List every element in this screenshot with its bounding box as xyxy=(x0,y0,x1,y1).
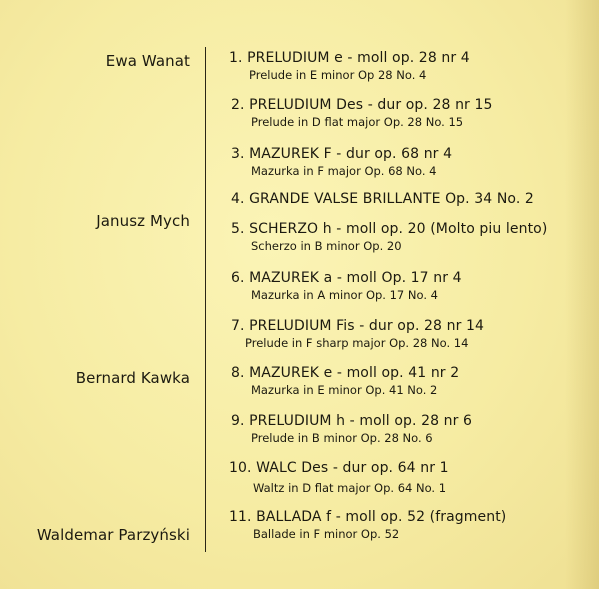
track-title: 1. PRELUDIUM e - moll op. 28 nr 4 xyxy=(229,50,470,66)
track-item xyxy=(231,365,459,397)
track-subtitle: Waltz in D flat major Op. 64 No. 1 xyxy=(253,481,447,495)
track-item xyxy=(231,97,492,129)
track-subtitle: Mazurka in A minor Op. 17 No. 4 xyxy=(251,288,438,302)
track-subtitle: Prelude in D flat major Op. 28 No. 15 xyxy=(251,115,464,129)
track-item xyxy=(229,509,506,541)
track-item xyxy=(231,191,534,207)
performer-name: Waldemar Parzyński xyxy=(36,526,190,544)
track-title: 11. BALLADA f - moll op. 52 (fragment) xyxy=(229,509,507,525)
performer-name: Bernard Kawka xyxy=(75,369,190,387)
column-divider xyxy=(205,47,206,552)
track-item xyxy=(231,221,547,253)
performer-name: Ewa Wanat xyxy=(105,52,190,70)
track-subtitle: Prelude in E minor Op 28 No. 4 xyxy=(249,68,427,82)
track-subtitle: Mazurka in F major Op. 68 No. 4 xyxy=(251,164,437,178)
track-subtitle: Prelude in B minor Op. 28 No. 6 xyxy=(251,431,433,445)
track-title: 6. MAZUREK a - moll Op. 17 nr 4 xyxy=(231,270,462,286)
track-title: 2. PRELUDIUM Des - dur op. 28 nr 15 xyxy=(231,97,493,113)
track-subtitle: Scherzo in B minor Op. 20 xyxy=(251,239,402,253)
track-title: 9. PRELUDIUM h - moll op. 28 nr 6 xyxy=(231,413,473,429)
track-subtitle: Prelude in F sharp major Op. 28 No. 14 xyxy=(245,336,469,350)
track-item xyxy=(231,413,472,445)
track-title: 8. MAZUREK e - moll op. 41 nr 2 xyxy=(231,365,460,381)
page-edge-shadow xyxy=(565,0,599,589)
track-item xyxy=(229,460,449,495)
track-item xyxy=(231,270,462,302)
track-title: 7. PRELUDIUM Fis - dur op. 28 nr 14 xyxy=(231,318,485,334)
track-subtitle: Ballade in F minor Op. 52 xyxy=(253,527,400,541)
track-title: 3. MAZUREK F - dur op. 68 nr 4 xyxy=(231,146,453,162)
track-item xyxy=(229,50,470,82)
track-title: 10. WALC Des - dur op. 64 nr 1 xyxy=(229,460,449,476)
track-item xyxy=(231,318,484,350)
track-title: 4. GRANDE VALSE BRILLANTE Op. 34 No. 2 xyxy=(231,191,534,207)
track-subtitle: Mazurka in E minor Op. 41 No. 2 xyxy=(251,383,438,397)
performer-name: Janusz Mych xyxy=(96,212,190,230)
track-item xyxy=(231,146,452,178)
track-title: 5. SCHERZO h - moll op. 20 (Molto piu lento) xyxy=(231,221,548,237)
